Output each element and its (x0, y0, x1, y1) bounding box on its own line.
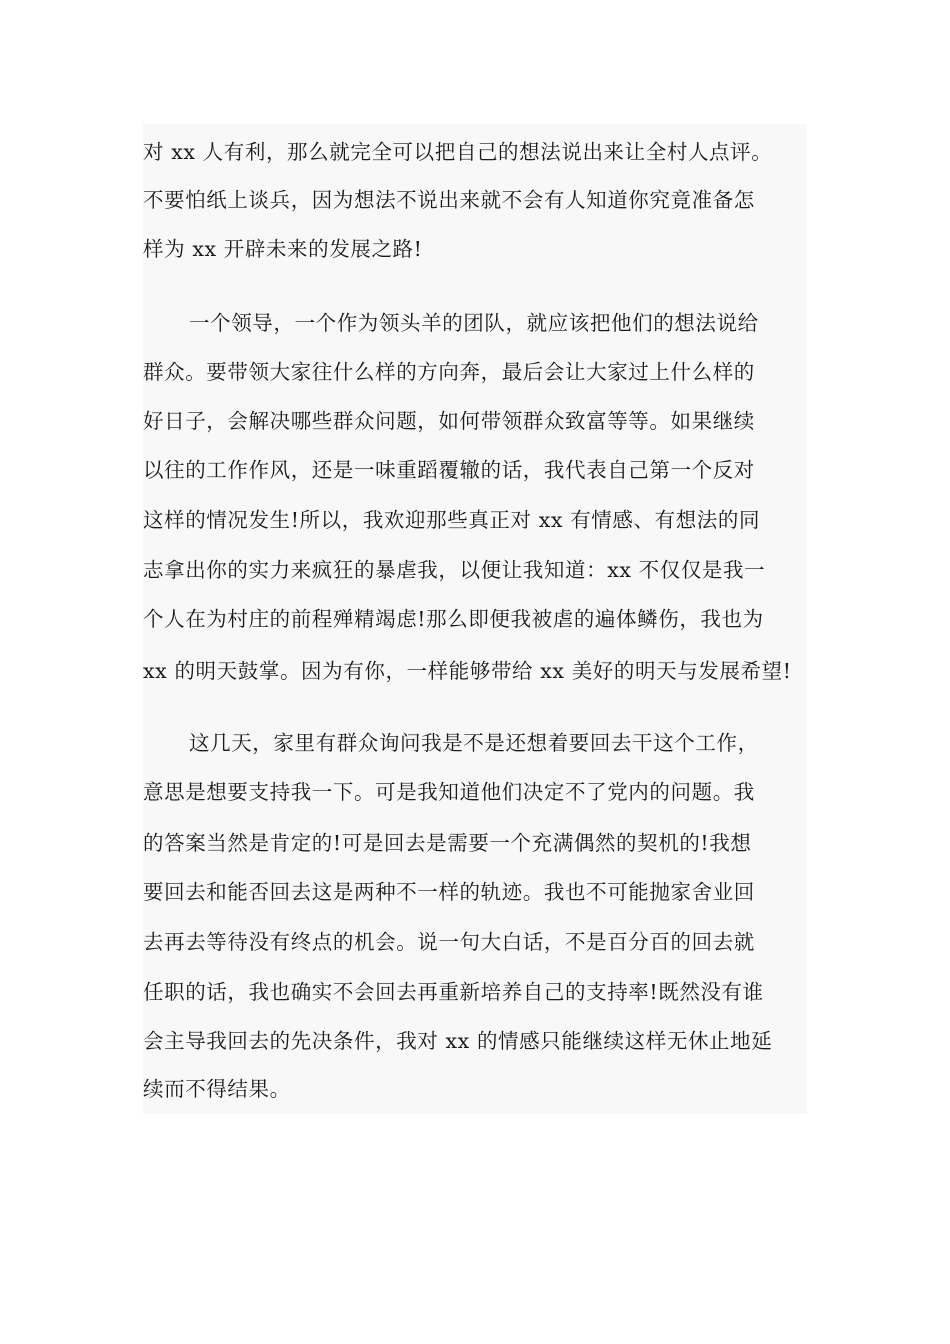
paragraph-3-line-2: 意思是想要支持我一下。可是我知道他们决定不了党内的问题。我 (143, 780, 755, 804)
paragraph-1-line-1: 对 xx 人有利，那么就完全可以把自己的想法说出来让全村人点评。 (143, 140, 773, 164)
paragraph-2-line-4: 以往的工作作风，还是一味重蹈覆辙的话，我代表自己第一个反对 (143, 458, 755, 482)
paragraph-1-line-3: 样为 xx 开辟未来的发展之路! (143, 237, 423, 261)
paragraph-2-line-5: 这样的情况发生!所以，我欢迎那些真正对 xx 有情感、有想法的同 (143, 508, 761, 532)
paragraph-3-line-1: 这几天，家里有群众询问我是不是还想着要回去干这个工作， (189, 731, 759, 755)
paragraph-2-line-3: 好日子，会解决哪些群众问题，如何带领群众致富等等。如果继续 (143, 409, 755, 433)
text-body (143, 124, 807, 1114)
paragraph-3-line-5: 去再去等待没有终点的机会。说一句大白话，不是百分百的回去就 (143, 930, 755, 954)
paragraph-3-line-3: 的答案当然是肯定的!可是回去是需要一个充满偶然的契机的!我想 (143, 831, 752, 855)
paragraph-3-line-6: 任职的话，我也确实不会回去再重新培养自己的支持率!既然没有谁 (143, 980, 764, 1004)
paragraph-1-line-2: 不要怕纸上谈兵，因为想法不说出来就不会有人知道你究竟准备怎 (143, 188, 755, 212)
paragraph-2-line-1: 一个领导，一个作为领头羊的团队，就应该把他们的想法说给 (189, 311, 759, 335)
paragraph-3-line-4: 要回去和能否回去这是两种不一样的轨迹。我也不可能抛家舍业回 (143, 880, 755, 904)
paragraph-3-line-8: 续而不得结果。 (143, 1077, 291, 1101)
paragraph-2-line-7: 个人在为村庄的前程殚精竭虑!那么即便我被虐的遍体鳞伤，我也为 (143, 607, 764, 631)
paragraph-2-line-8: xx 的明天鼓掌。因为有你，一样能够带给 xx 美好的明天与发展希望! (143, 659, 792, 683)
paragraph-3-line-7: 会主导我回去的先决条件，我对 xx 的情感只能继续这样无休止地延 (143, 1029, 773, 1053)
paragraph-2-line-6: 志拿出你的实力来疯狂的暴虐我，以便让我知道：xx 不仅仅是我一 (143, 558, 766, 582)
paragraph-2-line-2: 群众。要带领大家往什么样的方向奔，最后会让大家过上什么样的 (143, 360, 755, 384)
